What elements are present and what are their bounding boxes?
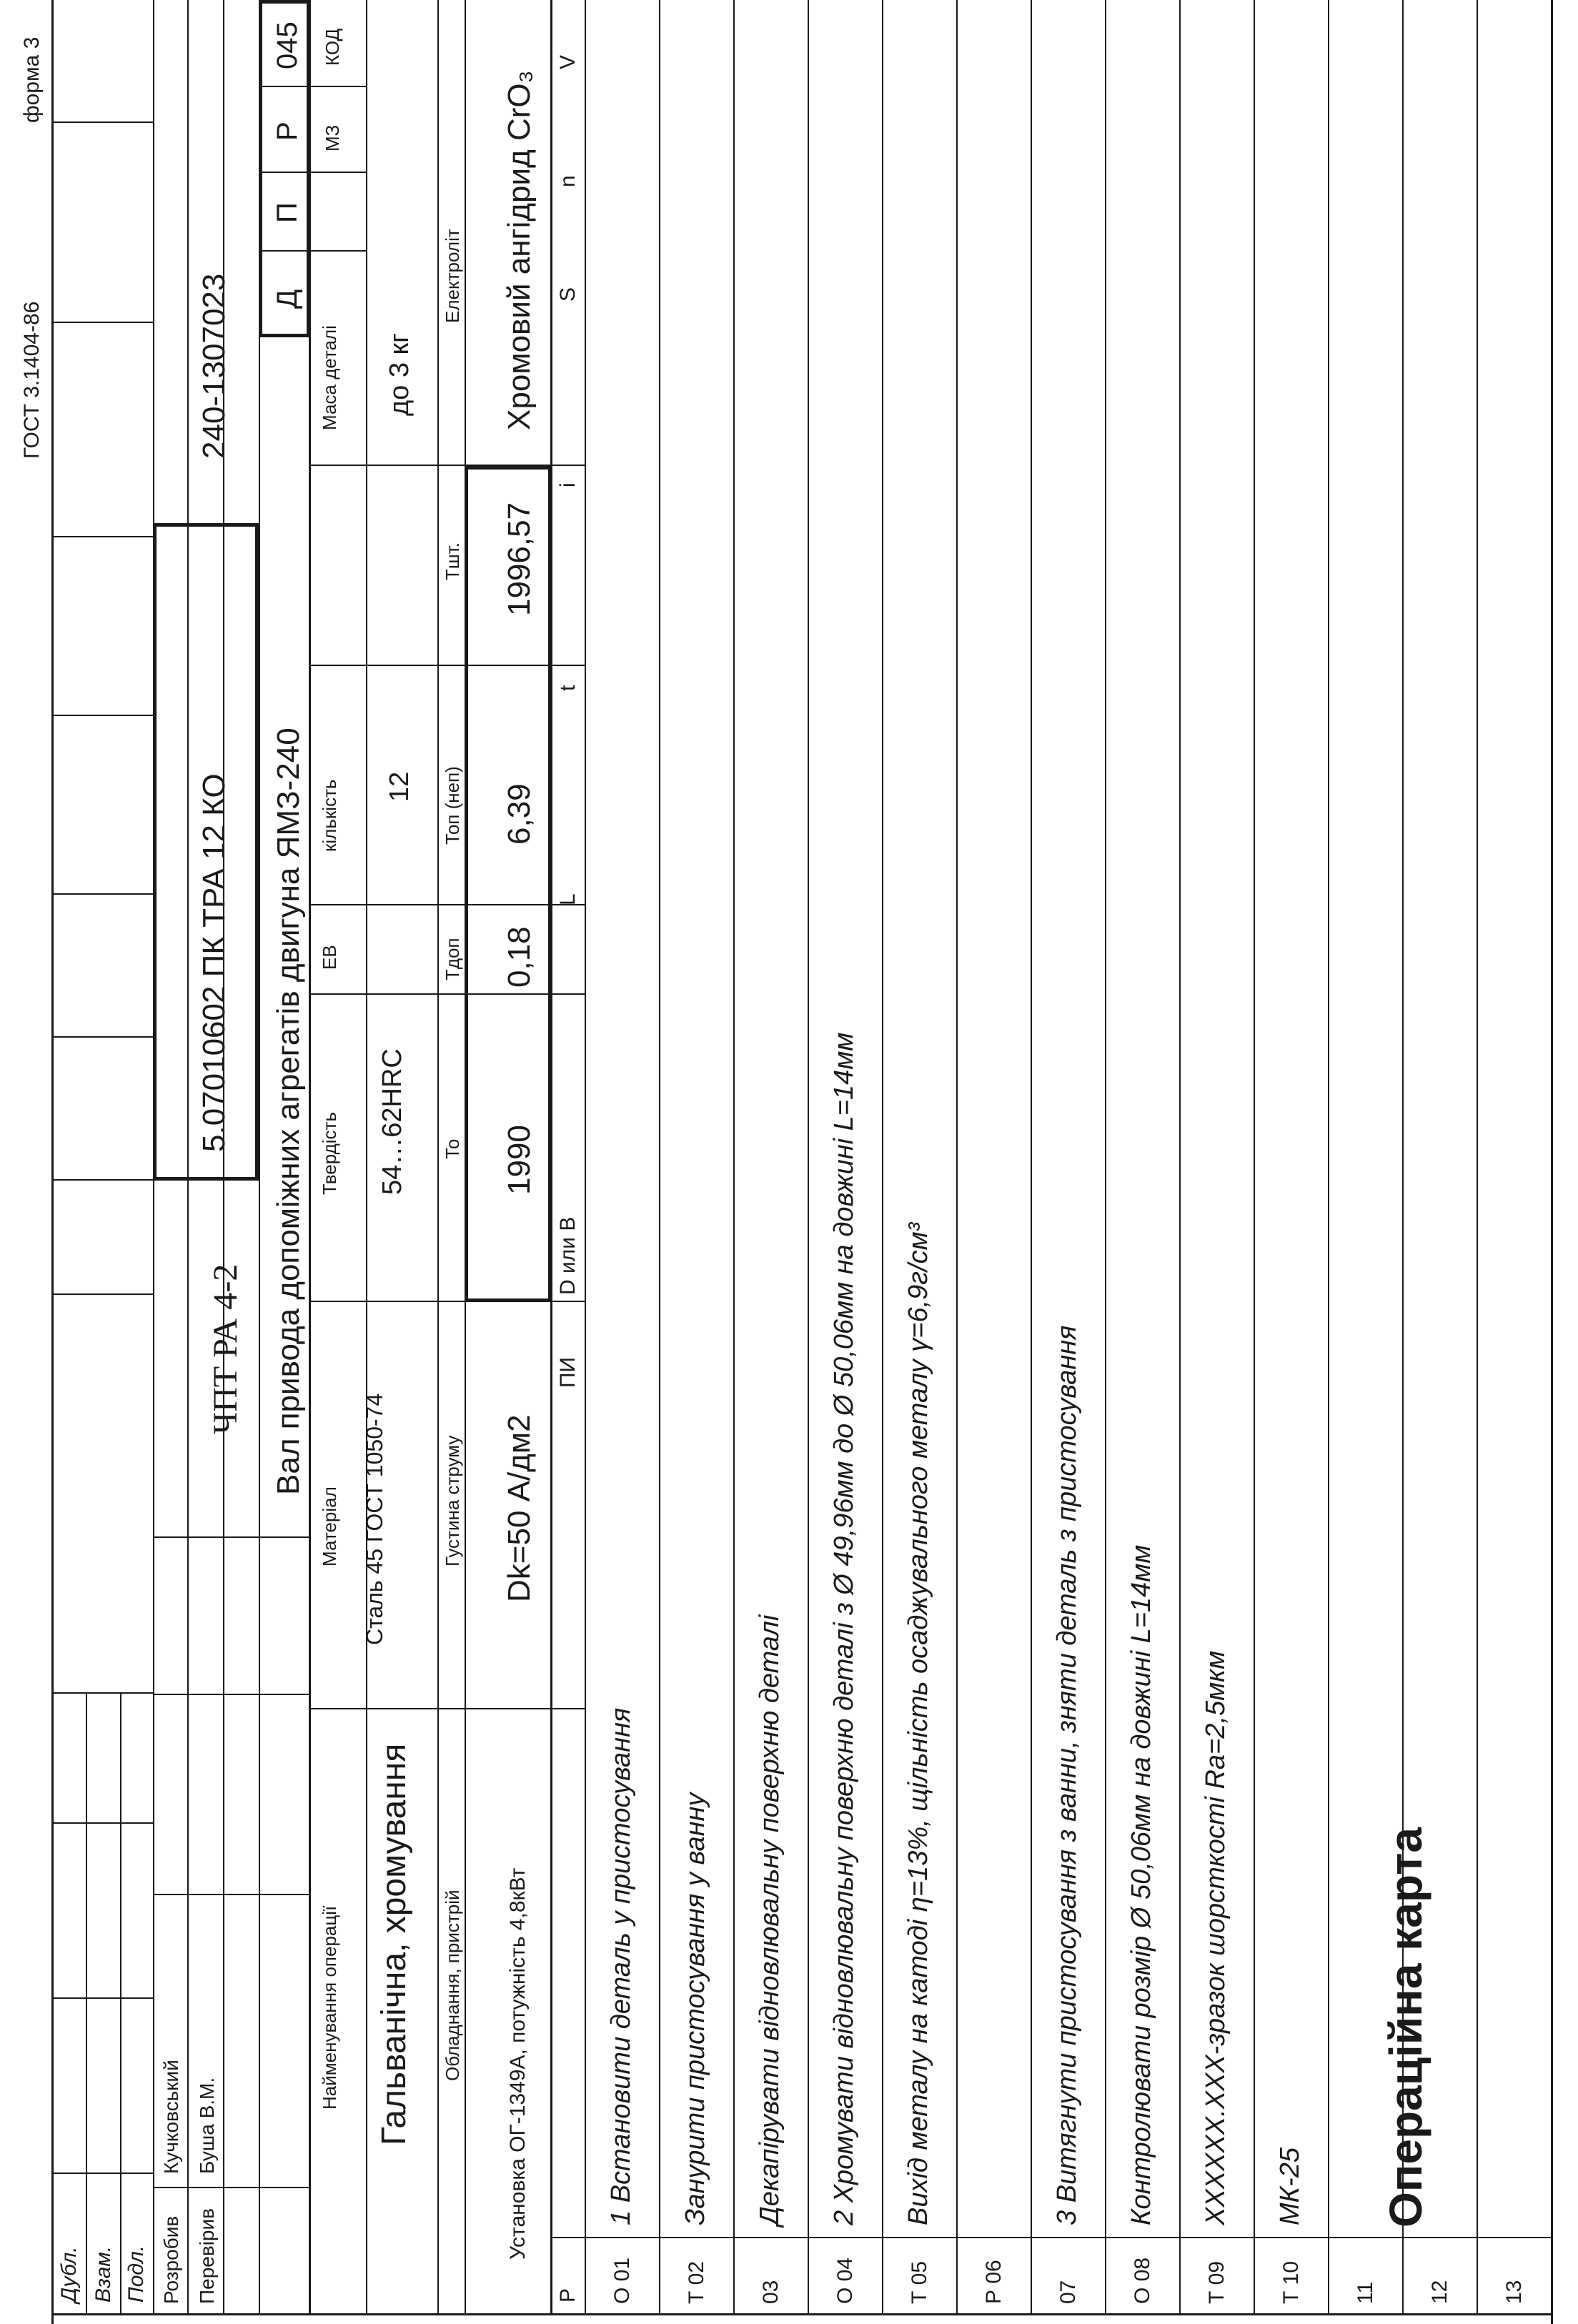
stamp-divider-l	[51, 121, 153, 123]
title-col-d	[153, 1536, 309, 1538]
letter-p: П	[272, 202, 303, 223]
title-col-c	[153, 1694, 309, 1695]
col-i: i	[556, 482, 580, 487]
operation-name-value: Гальванічна, хромування	[375, 1743, 413, 2145]
row-code: Т 09	[1205, 2260, 1229, 2304]
part-name: Вал привода допоміжних агрегатів двигуна ЯМЗ-240	[271, 728, 306, 1495]
stamp-divider-h	[51, 893, 153, 895]
letter-div-1	[259, 250, 366, 252]
row-code: 11	[1354, 2281, 1377, 2304]
doc-code: 5.07010602 ПК ТРА 12 КО	[197, 773, 232, 1152]
row-text: МК-25	[1275, 2147, 1305, 2225]
stamp-vzam: Взам.	[91, 2245, 115, 2303]
table-row-line	[1328, 0, 1329, 2315]
row-code: 03	[759, 2280, 783, 2304]
table-row-line	[1551, 0, 1552, 2315]
mass-label: Маса деталі	[319, 325, 340, 430]
to-value: 1990	[502, 1125, 537, 1195]
stamp-divider-a	[51, 2172, 153, 2174]
stamp-divider-b	[51, 1997, 153, 1999]
letter-div-2	[259, 172, 366, 173]
op-row-1	[366, 0, 367, 2315]
row-text: XXXXXX.XXX-зразок шорсткості Ra=2,5мкм	[1201, 1650, 1231, 2225]
stamp-divider-d	[51, 1692, 153, 1694]
tdop-label: Тдоп	[442, 938, 463, 980]
operation-name-label: Найменування операції	[319, 1905, 340, 2110]
op-row-5	[585, 0, 586, 2315]
part-number: 240-1307023	[197, 273, 232, 459]
col-d: D или В	[556, 1216, 580, 1295]
row-text: Контролювати розмір Ø 50,06мм на довжині L=14мм	[1126, 1544, 1156, 2225]
stamp-podl: Подл.	[124, 2245, 148, 2303]
form-label: форма 3	[20, 36, 44, 123]
equipment-value: Установка ОГ-1349А, потужність 4,8кВт	[506, 1867, 530, 2260]
row-code: Т 02	[685, 2260, 708, 2304]
table-row-line	[1477, 0, 1478, 2315]
op-col-a	[309, 1708, 585, 1709]
tdop-value: 0,18	[502, 926, 537, 988]
col-v: V	[556, 54, 580, 69]
top-label: Топ (неп)	[442, 766, 463, 845]
letter-r: Р	[272, 121, 303, 141]
title-col-a	[153, 2187, 309, 2188]
row-code: Т 05	[908, 2260, 931, 2304]
row-code: Т 10	[1279, 2260, 1303, 2304]
top-value: 6,39	[502, 783, 537, 845]
frame-top	[51, 0, 54, 2324]
developer-name: Кучковський	[160, 2060, 182, 2174]
hardness-label: Твердість	[319, 1112, 340, 1195]
mz-label: МЗ	[322, 124, 343, 152]
row-code: О 04	[833, 2257, 857, 2304]
row-code: 07	[1056, 2280, 1080, 2304]
row-code: 13	[1502, 2280, 1526, 2304]
col-n: n	[556, 175, 580, 187]
checker-name: Буша В.М.	[196, 2077, 218, 2174]
checker-label: Перевірив	[196, 2208, 218, 2304]
standard-label: ГОСТ 3.1404-86	[20, 301, 44, 459]
title-col-b	[153, 1894, 309, 1895]
row-text: 2 Хромувати відновлювальну поверхню деталі з Ø 49,96мм до Ø 50,06мм на довжині L=14мм	[829, 1032, 859, 2225]
title-row-4	[309, 0, 311, 2315]
table-row-line	[733, 0, 735, 2315]
stamp-divider-f	[51, 1179, 153, 1181]
code-value: 045	[272, 21, 303, 69]
electrolyte-label: Електроліт	[442, 229, 463, 323]
table-row-line	[808, 0, 809, 2315]
stamp-divider-i	[51, 715, 153, 716]
title-row-3	[259, 0, 260, 2315]
org-code: ЧПТ РА 4-2	[207, 1263, 244, 1434]
frame-left	[51, 2313, 1552, 2315]
table-row-line	[882, 0, 883, 2315]
current-density-label: Густина струму	[442, 1435, 463, 1566]
stamp-dubl: Дубл.	[57, 2246, 81, 2303]
stamp-divider-k	[51, 322, 153, 323]
kod-label: КОД	[322, 28, 343, 66]
mass-value: до 3 кг	[384, 332, 415, 416]
col-p: Р	[556, 2288, 580, 2303]
stamp-divider-j	[51, 536, 153, 537]
row-text: Вихід металу на катоді η=13%, щільність осаджувального металу γ=6,9г/см³	[903, 1222, 933, 2225]
table-row-line	[956, 0, 958, 2315]
col-s: S	[556, 287, 580, 302]
stamp-row-1	[86, 1694, 87, 2315]
row-code: О 08	[1131, 2257, 1154, 2304]
electrolyte-value: Хромовий ангідрид CrO₃	[502, 70, 537, 430]
tsht-value: 1996,57	[502, 502, 537, 616]
card-title: Операційна карта	[1380, 1827, 1431, 2228]
row-text: 3 Витягнути пристосування з ванни, зняти деталь з пристосування	[1052, 1325, 1082, 2225]
table-row-line	[1254, 0, 1255, 2315]
op-row-2	[437, 0, 439, 2315]
qty-value: 12	[384, 771, 415, 802]
col-pi: ПИ	[556, 1356, 580, 1388]
hardness-value: 54…62HRC	[377, 1048, 407, 1195]
tsht-label: Тшт.	[442, 542, 463, 580]
row-text: 1 Встановити деталь у пристосування	[606, 1707, 636, 2225]
current-density-value: Dk=50 А/дм2	[502, 1414, 537, 1602]
row-text: Декапірувати відновлювальну поверхню деталі	[755, 1614, 785, 2225]
table-row-line	[1031, 0, 1032, 2315]
col-l: L	[556, 893, 580, 905]
stamp-divider-e	[51, 1293, 153, 1295]
stamp-divider-c	[51, 1822, 153, 1824]
table-row-line	[1179, 0, 1181, 2315]
row-code: 12	[1428, 2280, 1452, 2304]
to-label: То	[442, 1138, 463, 1159]
equipment-label: Обладнання, пристрій	[442, 1890, 463, 2081]
table-row-line	[659, 0, 660, 2315]
letter-d: Д	[272, 289, 303, 309]
row-text: Занурити пристосування у ванну	[680, 1792, 710, 2225]
table-row-line	[1105, 0, 1106, 2315]
ev-label: ЕВ	[319, 945, 340, 970]
material-value: Сталь 45 ГОСТ 1050-74	[362, 1393, 387, 1645]
hdr-col-a	[550, 2237, 1551, 2238]
stamp-divider-g	[51, 1036, 153, 1038]
row-code: Р 06	[982, 2260, 1006, 2304]
qty-label: кількість	[319, 779, 340, 852]
col-t: t	[556, 685, 580, 691]
letter-div-3	[259, 86, 366, 87]
stamp-row-2	[120, 1694, 121, 2315]
developer-label: Розробив	[160, 2215, 182, 2304]
material-label: Матеріал	[319, 1486, 340, 1566]
row-code: О 01	[610, 2257, 634, 2304]
